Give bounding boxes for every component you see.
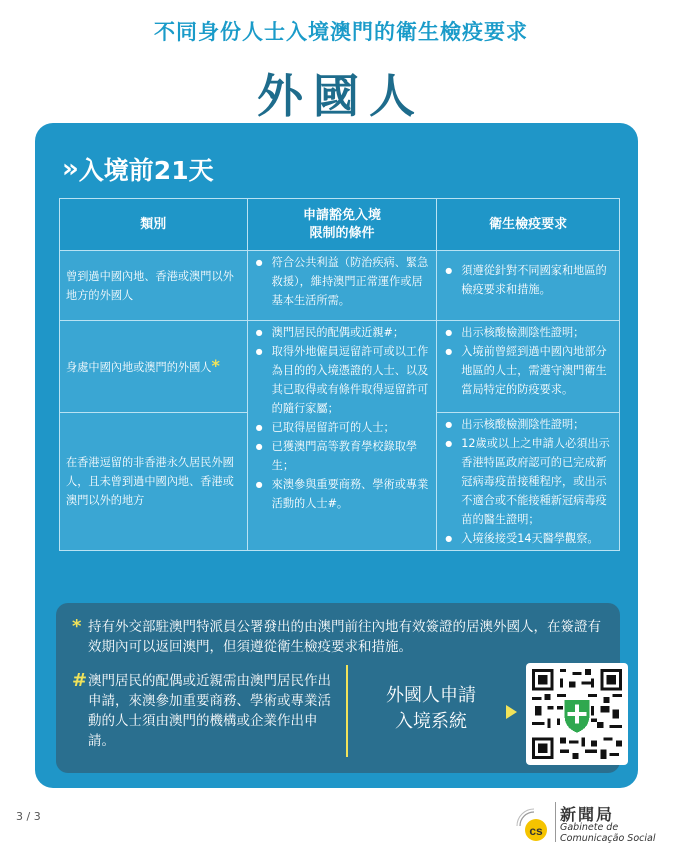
svg-text:cs: cs (529, 824, 543, 838)
column-header-conditions: 申請豁免入境 限制的條件 (247, 199, 437, 251)
asterisk-mark: * (72, 616, 82, 637)
list-item: ● 入境前曾經到過中國內地部分地區的人士，需遵守澳門衛生當局特定的防疫要求。 (445, 342, 611, 399)
subtitle: 不同身份人士入境澳門的衛生檢疫要求 (154, 20, 528, 44)
requirements-cell (437, 321, 620, 413)
page-title: 外國人 (257, 69, 425, 123)
table-header-row (60, 199, 620, 251)
org-name-pt-line2: Comunicação Social (560, 833, 656, 844)
star-note (72, 617, 612, 657)
table-row (60, 321, 620, 413)
list-item: ● 須遵從針對不同國家和地區的檢疫要求和措施。 (445, 261, 611, 299)
list-item: ● 出示核酸檢測陰性證明； (445, 323, 611, 342)
hash-note (72, 671, 337, 751)
requirements-cell (437, 251, 620, 321)
list-item: ● 取得外地僱員逗留許可或以工作為目的的入境憑證的人士、以及其已取得或有條件取得逗留許可的隨行家屬； (256, 342, 429, 418)
qr-code[interactable] (526, 663, 628, 765)
merged-conditions-cell (247, 321, 437, 551)
arrow-right-icon (506, 705, 517, 719)
column-header-requirements: 衛生檢疫要求 (437, 199, 620, 251)
category-cell: 曾到過中國內地、香港或澳門以外地方的外國人 (60, 251, 248, 321)
org-name-pt (560, 822, 655, 844)
divider (346, 665, 348, 757)
section-heading (62, 151, 214, 187)
chevron-right-icon: » (62, 154, 73, 184)
list-item: ● 12歲或以上之申請人必須出示香港特區政府認可的已完成新冠病毒疫苗接種程序，或出示不適合或不能接種新冠病毒疫苗的醫生證明； (445, 434, 611, 529)
logo-separator (555, 802, 556, 842)
list-item: ● 已獲澳門高等教育學校錄取學生； (256, 437, 429, 475)
page-number: 3 / 3 (16, 810, 41, 823)
entry-system-link[interactable] (361, 683, 501, 735)
category-cell (60, 321, 248, 413)
hash-mark: # (72, 670, 88, 691)
category-cell: 在香港逗留的非香港永久居民外國人，且未曾到過中國內地、香港或澳門以外的地方 (60, 413, 248, 551)
asterisk-mark: * (211, 356, 220, 375)
column-header-category: 類別 (60, 199, 248, 251)
list-item: ● 澳門居民的配偶或近親#； (256, 323, 429, 342)
gcs-logo (500, 800, 675, 848)
org-name-zh: 新聞局 (560, 805, 615, 824)
notes-panel (56, 603, 620, 773)
list-item: ● 來澳參與重要商務、學術或專業活動的人士#。 (256, 475, 429, 513)
category-text: 身處中國內地或澳門的外國人 (66, 361, 212, 374)
hash-note-text: 澳門居民的配偶或近親需由澳門居民作出申請，來澳參加重要商務、學術或專業活動的人士須由澳門的機構或企業作出申請。 (88, 673, 331, 749)
requirements-cell (437, 413, 620, 551)
entry-system-line2: 入境系統 (395, 711, 467, 732)
list-item: ● 已取得居留許可的人士； (256, 418, 429, 437)
conditions-cell (247, 251, 437, 321)
gcs-logo-icon (514, 806, 554, 846)
section-heading-text: 入境前21天 (78, 156, 214, 185)
requirements-table (59, 198, 620, 551)
table-row (60, 251, 620, 321)
list-item: ● 符合公共利益（防治疾病、緊急救援），維持澳門正常運作或居基本生活所需。 (256, 253, 429, 310)
org-name-pt-line1: Gabinete de (560, 822, 619, 833)
entry-system-line1: 外國人申請 (386, 685, 476, 706)
list-item: ● 入境後接受14天醫學觀察。 (445, 529, 611, 548)
info-card (35, 123, 638, 788)
list-item: ● 出示核酸檢測陰性證明； (445, 415, 611, 434)
star-note-text: 持有外交部駐澳門特派員公署發出的由澳門前往內地有效簽證的居澳外國人，在簽證有效期內可以返回澳門，但須遵從衛生檢疫要求和措施。 (88, 619, 601, 655)
qr-code-icon (532, 669, 622, 759)
